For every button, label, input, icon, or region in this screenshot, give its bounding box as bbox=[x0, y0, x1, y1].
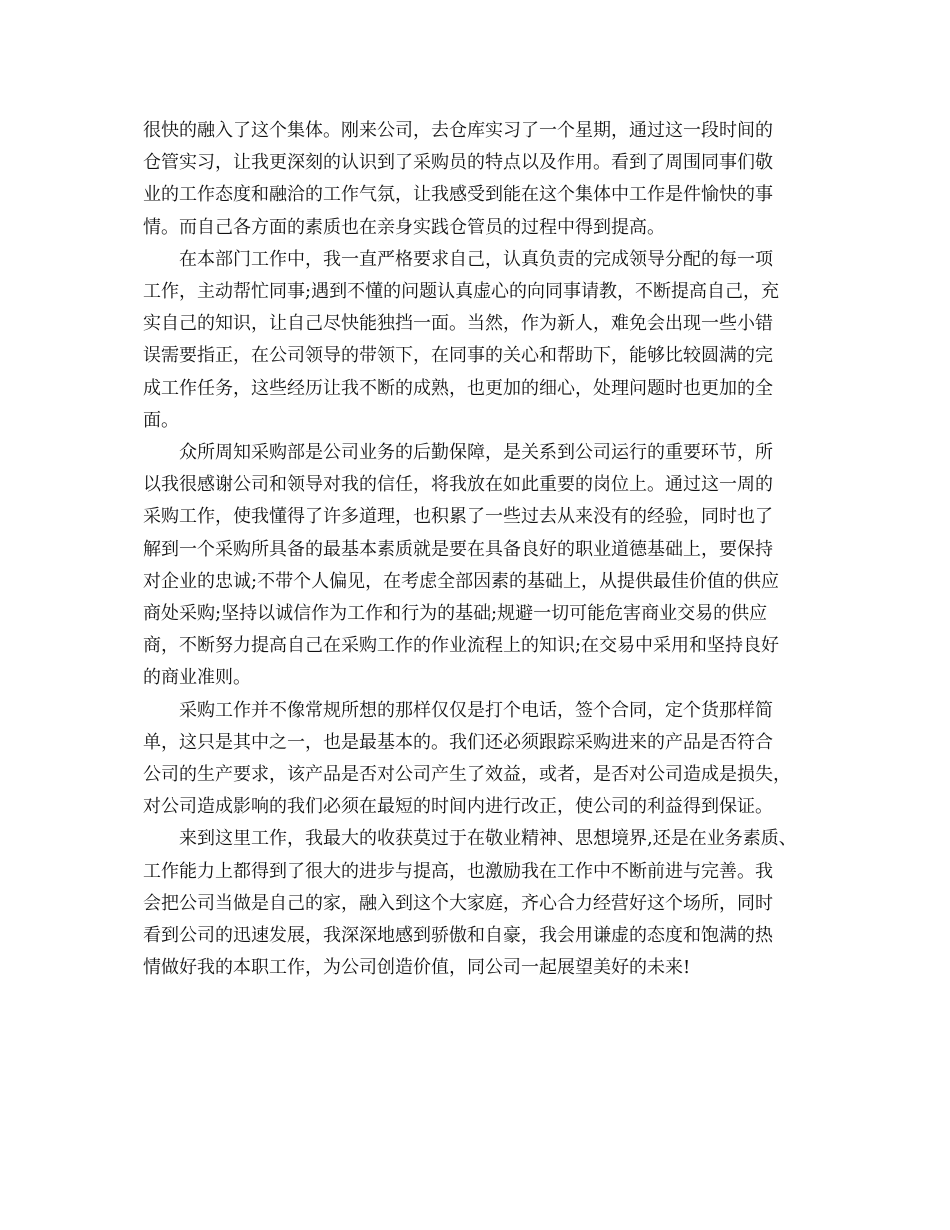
text-line: 面。 bbox=[143, 409, 179, 431]
text-line: 公司的生产要求，该产品是否对公司产生了效益，或者，是否对公司造成是损失， bbox=[143, 764, 791, 786]
document-body bbox=[143, 115, 815, 984]
text-line: 仓管实习，让我更深刻的认识到了采购员的特点以及作用。看到了周围同事们敬 bbox=[143, 152, 773, 174]
text-line: 解到一个采购所具备的最基本素质就是要在具备良好的职业道德基础上，要保持 bbox=[143, 538, 773, 560]
text-line: 对公司造成影响的我们必须在最短的时间内进行改正，使公司的利益得到保证。 bbox=[143, 796, 773, 818]
paragraph-4 bbox=[143, 695, 815, 824]
text-line: 来到这里工作，我最大的收获莫过于在敬业精神、思想境界,还是在业务素质、 bbox=[179, 828, 797, 850]
text-line: 商处采购;坚持以诚信作为工作和行为的基础;规避一切可能危害商业交易的供应 bbox=[143, 603, 768, 625]
text-line: 以我很感谢公司和领导对我的信任，将我放在如此重要的岗位上。通过这一周的 bbox=[143, 474, 773, 496]
text-line: 采购工作，使我懂得了许多道理，也积累了一些过去从来没有的经验，同时也了 bbox=[143, 506, 773, 528]
text-line: 工作能力上都得到了很大的进步与提高，也激励我在工作中不断前进与完善。我 bbox=[143, 860, 773, 882]
text-line: 实自己的知识，让自己尽快能独挡一面。当然，作为新人，难免会出现一些小错 bbox=[143, 313, 773, 335]
text-line: 看到公司的迅速发展，我深深地感到骄傲和自豪，我会用谦虚的态度和饱满的热 bbox=[143, 925, 773, 947]
text-line: 在本部门工作中，我一直严格要求自己，认真负责的完成领导分配的每一项 bbox=[179, 248, 773, 270]
text-line: 工作，主动帮忙同事;遇到不懂的问题认真虚心的向同事请教，不断提高自己，充 bbox=[143, 281, 780, 303]
text-line: 业的工作态度和融洽的工作气氛，让我感受到能在这个集体中工作是件愉快的事 bbox=[143, 184, 773, 206]
paragraph-5 bbox=[143, 823, 815, 984]
text-line: 误需要指正，在公司领导的带领下，在同事的关心和帮助下，能够比较圆满的完 bbox=[143, 345, 773, 367]
text-line: 采购工作并不像常规所想的那样仅仅是打个电话，签个合同，定个货那样简 bbox=[179, 699, 773, 721]
text-line: 的商业准则。 bbox=[143, 667, 251, 689]
text-line: 单，这只是其中之一，也是最基本的。我们还必须跟踪采购进来的产品是否符合 bbox=[143, 731, 773, 753]
text-line: 商，不断努力提高自己在采购工作的作业流程上的知识;在交易中采用和坚持良好 bbox=[143, 635, 780, 657]
text-line: 众所周知采购部是公司业务的后勤保障，是关系到公司运行的重要环节，所 bbox=[179, 442, 773, 464]
text-line: 情做好我的本职工作，为公司创造价值，同公司一起展望美好的未来! bbox=[143, 957, 691, 979]
paragraph-3 bbox=[143, 437, 815, 695]
paragraph-2 bbox=[143, 244, 815, 437]
text-line: 成工作任务，这些经历让我不断的成熟，也更加的细心，处理问题时也更加的全 bbox=[143, 377, 773, 399]
text-line: 情。而自己各方面的素质也在亲身实践仓管员的过程中得到提高。 bbox=[143, 216, 665, 238]
text-line: 对企业的忠诚;不带个人偏见，在考虑全部因素的基础上，从提供最佳价值的供应 bbox=[143, 570, 780, 592]
text-line: 会把公司当做是自己的家，融入到这个大家庭，齐心合力经营好这个场所，同时 bbox=[143, 892, 773, 914]
paragraph-1 bbox=[143, 115, 815, 244]
text-line: 很快的融入了这个集体。刚来公司，去仓库实习了一个星期，通过这一段时间的 bbox=[143, 120, 773, 141]
